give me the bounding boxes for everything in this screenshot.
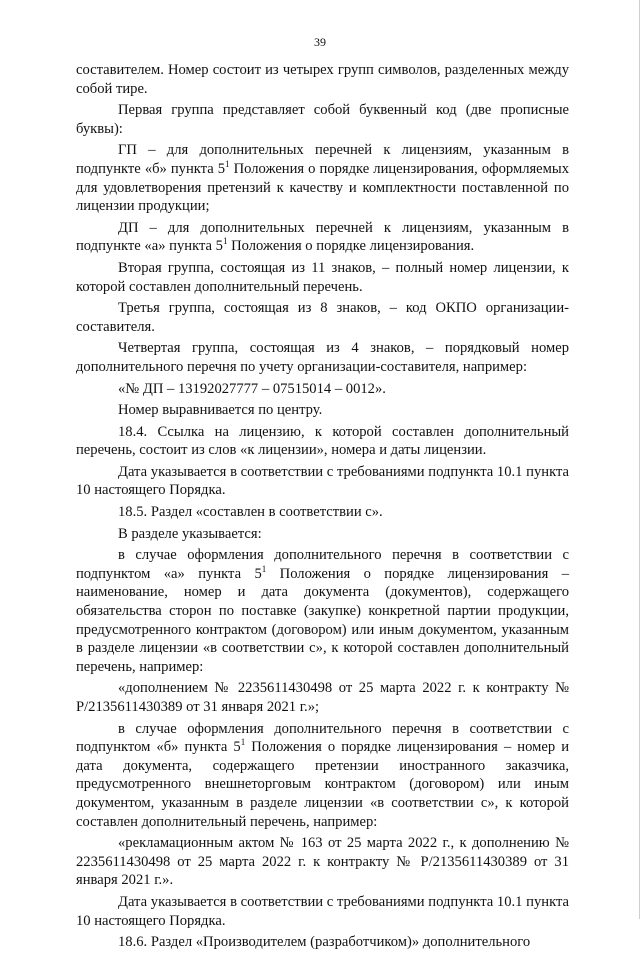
superscript-marker: 1 <box>261 563 267 574</box>
paragraph-p1: Первая группа представляет собой буквенный код (две прописные буквы): <box>76 102 569 137</box>
paragraph-text-after: Положения о порядке лицензирования. <box>227 238 475 255</box>
paragraph-p6: Четвертая группа, состоящая из 4 знаков, – порядковый номер дополнительного перечня по учету организации-составителя, например: <box>76 340 569 375</box>
paragraph-p10: Дата указывается в соответствии с требованиями подпункта 10.1 пункта 10 настоящего Порядка. <box>76 463 569 499</box>
document-body <box>76 61 569 955</box>
paragraph-text-before: в случае оформления дополнительного перечня в соответствии с подпунктом «б» пункта 5 <box>76 720 569 756</box>
page-number: 39 <box>314 35 326 49</box>
paragraph-p16: «рекламационным актом № 163 от 25 марта 2022 г., к дополнению № 2235611430498 от 25 марта 2022 г. к контракту № Р/2135611430389 от 31 января 2021 г.». <box>76 835 569 889</box>
paragraph-p8: Номер выравнивается по центру. <box>118 402 323 419</box>
paragraph-text-before: ДП – для дополнительных перечней к лицензиям, указанным в подпункте «а» пункта 5 <box>76 219 569 255</box>
paragraph-p14: «дополнением № 2235611430498 от 25 марта 2022 г. к контракту № Р/2135611430389 от 31 января 2021 г.»; <box>76 680 569 715</box>
paragraph-p7: «№ ДП – 13192027777 – 07515014 – 0012». <box>118 380 386 397</box>
paragraph-p4: Вторая группа, состоящая из 11 знаков, – полный номер лицензии, к которой составлен дополнительный перечень. <box>76 259 569 295</box>
paragraph-text-after: Положения о порядке лицензирования, оформляемых для удовлетворения претензий к качеству и комплектности поставленной по лицензии продукции; <box>76 160 570 215</box>
paragraph-text-before: в случае оформления дополнительного перечня в соответствии с подпунктом «а» пункта 5 <box>76 547 569 582</box>
superscript-marker: 1 <box>225 159 230 170</box>
paragraph-p15 <box>76 720 569 832</box>
paragraph-p5: Третья группа, состоящая из 8 знаков, – код ОКПО организации-составителя. <box>76 300 569 335</box>
paragraph-p0: составителем. Номер состоит из четырех групп символов, разделенных между собой тире. <box>76 62 569 97</box>
paragraph-p3 <box>76 219 569 256</box>
paragraph-p9: 18.4. Ссылка на лицензию, к которой составлен дополнительный перечень, состоит из слов «к лицензии», номера и даты лицензии. <box>76 423 569 459</box>
superscript-marker: 1 <box>240 737 246 748</box>
paragraph-p18: 18.6. Раздел «Производителем (разработчиком)» дополнительного <box>118 934 531 951</box>
superscript-marker: 1 <box>222 236 228 247</box>
paragraph-text-before: ГП – для дополнительных перечней к лицензиям, указанным в подпункте «б» пункта 5 <box>76 142 569 177</box>
paragraph-text-after: Положения о порядке лицензирования – наименование, номер и дата документа (документов), содержащего обязательства сторон по поставке (закупке) конкретной партии продукции, предусмотренного контрактом (договором) или иным документом, указанным в разделе лицензии «в соответствии с», к которой составлен дополнительный перечень, например: <box>76 565 569 675</box>
paragraph-p11: 18.5. Раздел «составлен в соответствии с». <box>118 504 383 521</box>
paragraph-p13 <box>76 546 569 676</box>
paragraph-p2 <box>76 141 569 215</box>
paragraph-p17: Дата указывается в соответствии с требованиями подпункта 10.1 пункта 10 настоящего Порядка. <box>76 893 569 929</box>
paragraph-p12: В разделе указывается: <box>118 525 262 542</box>
paragraph-text-after: Положения о порядке лицензирования – номер и дата документа, содержащего претензии иностранного заказчика, предусмотренного внешнеторговым контрактом (договором) или иным документом, указанным в разделе лицензии «в соответствии с», к которой составлен дополнительный перечень, например: <box>76 739 569 830</box>
